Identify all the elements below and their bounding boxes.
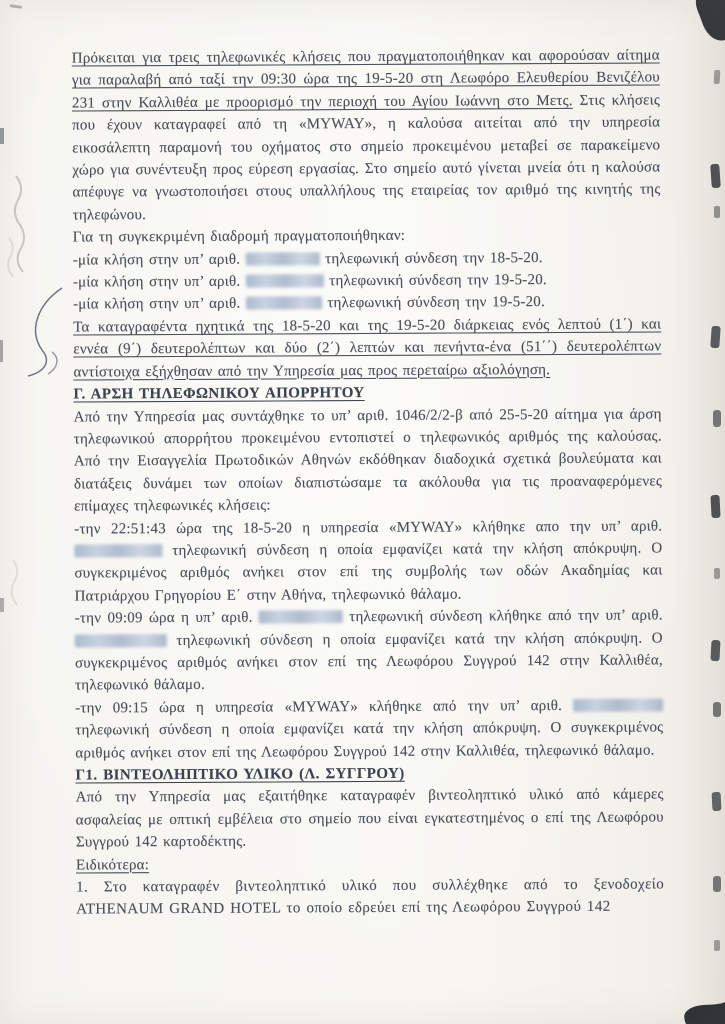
call-line-3 — [73, 291, 661, 316]
redacted-phone-number — [75, 634, 167, 647]
scan-edge-marks-right — [710, 70, 721, 951]
text-segment: Στις κλήσεις που έχουν καταγραφεί από τη «MYWAY», η καλούσα αιτείται από την υπηρεσία εικοσάλεπτη παραμονή του οχήματος στο σημείο προκειμένου μεταβεί σε παρακείμενο χώρο για συνέντευξη προς εύρεση εργασίας. Στο σημείο αυτό γίνεται μνεία ότι η καλούσα απέφυγε να γνωστοποιήσει στους υπαλλήλους της εταιρείας τον αριθμό της κινητής της τηλεφώνου. — [72, 92, 661, 224]
text-segment: -μία κλήση στην υπ’ αριθ. — [72, 251, 246, 269]
section-c1-heading — [75, 761, 663, 786]
text-segment: Γ. ΑΡΣΗ ΤΗΛΕΦΩΝΙΚΟΥ ΑΠΟΡΡΗΤΟΥ — [73, 385, 365, 403]
call-detail-1 — [74, 515, 662, 608]
route-calls-lead — [73, 224, 661, 249]
text-segment: -μία κλήση στην υπ’ αριθ. — [73, 296, 246, 314]
redacted-phone-number — [246, 252, 320, 265]
call-line-2 — [73, 269, 661, 294]
call-line-1 — [73, 246, 661, 271]
video-item-1 — [76, 873, 664, 921]
text-segment: τηλεφωνική σύνδεση την 19-5-20. — [321, 294, 545, 312]
redacted-phone-number — [246, 297, 322, 310]
call-detail-3 — [75, 694, 663, 764]
text-segment: 1. Στο καταγραφέν βιντεοληπτικό υλικό που συλλέχθηκε από το ξενοδοχείο ATHENAUM GRAND HOTEL το οποίο εδρεύει επί της Λεωφόρου Συγγρού 142 — [76, 876, 665, 918]
text-segment: Ειδικότερα: — [75, 856, 150, 874]
text-segment: -την 09:15 ώρα η υπηρεσία «MYWAY» κλήθηκε από την υπ’ αριθ. — [75, 697, 574, 717]
text-segment: -την 22:51:43 ώρα της 18-5-20 η υπηρεσία «MYWAY» κλήθηκε απο την υπ’ αριθ. — [74, 517, 663, 538]
text-segment: Πρόκειται για τρεις τηλεφωνικές κλήσεις που πραγματοποιήθηκαν και αφορούσαν αίτημα για παραλαβή από ταξί την 09:30 ώρα της 19-5-20 στη Λεωφόρο Ελευθερίου Βενιζέλου 231 στην Καλλιθέα με προορισμό την περιοχή του Αγίου Ιωάννη στο Μετς. — [71, 47, 660, 112]
redacted-phone-number — [259, 610, 343, 623]
text-segment: τηλεφωνική σύνδεση την 18-5-20. — [319, 249, 543, 267]
text-segment: Τα καταγραφέντα ηχητικά της 18-5-20 και της 19-5-20 διάρκειας ενός λεπτού (1΄) και εννέα (9΄) δευτερολέπτων και δύο (2΄) λεπτών και πενήντα-ένα (51΄΄) δευτερολέπτων αντίστοιχα εξήχθησαν από την Υπηρεσία μας προς περεταίρω αξιολόγηση. — [73, 316, 662, 381]
document-body — [72, 44, 665, 921]
text-segment: Από την Υπηρεσία μας συντάχθηκε το υπ’ αριθ. 1046/2/2-β από 25-5-20 αίτημα για άρση τηλεφωνικού απορρήτου προκειμένου εντοπιστεί ο τηλεφωνικός αριθμός της καλούσας. Από την Εισαγγελία Πρωτοδικών Αθηνών εκδόθηκαν διαδοχικά σχετικά βουλεύματα και διατάξεις δυνάμει των οποίων διαπιστώσαμε τα ακόλουθα για τις προαναφερόμενες επίμαχες τηλεφωνικές κλήσεις: — [73, 405, 663, 515]
text-segment: Γ1. ΒΙΝΤΕΟΛΗΠΤΙΚΟ ΥΛΙΚΟ (Λ. ΣΥΓΓΡΟΥ) — [75, 765, 405, 784]
scan-blob-bottom-right — [684, 1002, 725, 1024]
text-segment: Για τη συγκεκριμένη διαδρομή πραγματοποιήθηκαν: — [72, 228, 406, 246]
intro-paragraph — [72, 44, 661, 226]
text-segment: τηλεφωνική σύνδεση η οποία εμφανίζει κατά την κλήση απόκρυψη. Ο συγκεκριμένος αριθμός ανήκει στον επί της συμβολής των οδών Ακαδημίας και Πατριάρχου Γρηγορίου Ε΄ στην Αθήνα, τηλεφωνικό θάλαμο. — [74, 540, 663, 605]
eidikotera-label — [76, 851, 664, 876]
audio-extract-paragraph — [73, 313, 661, 383]
section-c-intro — [74, 403, 663, 518]
redacted-phone-number — [74, 544, 162, 557]
pencil-scribbles — [8, 176, 24, 605]
scan-edge-marks-left — [0, 4, 22, 612]
text-segment: Από την Υπηρεσία μας εξαιτήθηκε καταγραφέν βιντεοληπτικό υλικό από κάμερες ασφαλείας με οπτική εμβέλεια στο σημείο που είναι εγκατεστημένος ο επί της Λεωφόρου Συγγρού 142 καρτοδέκτης. — [75, 786, 664, 851]
text-segment: τηλεφωνική σύνδεση κλήθηκε από την υπ’ αριθ. — [342, 607, 663, 626]
text-segment: τηλεφωνική σύνδεση την 19-5-20. — [323, 272, 547, 290]
call-detail-2 — [75, 605, 663, 698]
text-segment: -μία κλήση στην υπ’ αριθ. — [72, 273, 246, 291]
scan-blob-top-right — [696, 0, 725, 41]
text-segment: -την 09:09 ώρα η υπ’ αριθ. — [74, 609, 259, 627]
text-segment: τηλεφωνική σύνδεση η οποία εμφανίζει κατά την κλήση απόκρυψη. Ο συγκεκριμένος αριθμός ανήκει στον επί της Λεωφόρου Συγγρού 142 στην Καλλιθέα, τηλεφωνικό θάλαμο. — [75, 719, 664, 762]
redacted-phone-number — [246, 274, 324, 287]
section-c-heading — [73, 381, 661, 406]
redacted-phone-number — [573, 698, 663, 711]
pen-bracket-mark — [28, 288, 62, 376]
video-request-paragraph — [76, 784, 664, 854]
text-segment: τηλεφωνική σύνδεση η οποία εμφανίζει κατά την κλήση απόκρυψη. Ο συγκεκριμένος αριθμός ανήκει στον επί της Λεωφόρου Συγγρού 142 στην Καλλιθέα, τηλεφωνικό θάλαμο. — [74, 630, 663, 694]
